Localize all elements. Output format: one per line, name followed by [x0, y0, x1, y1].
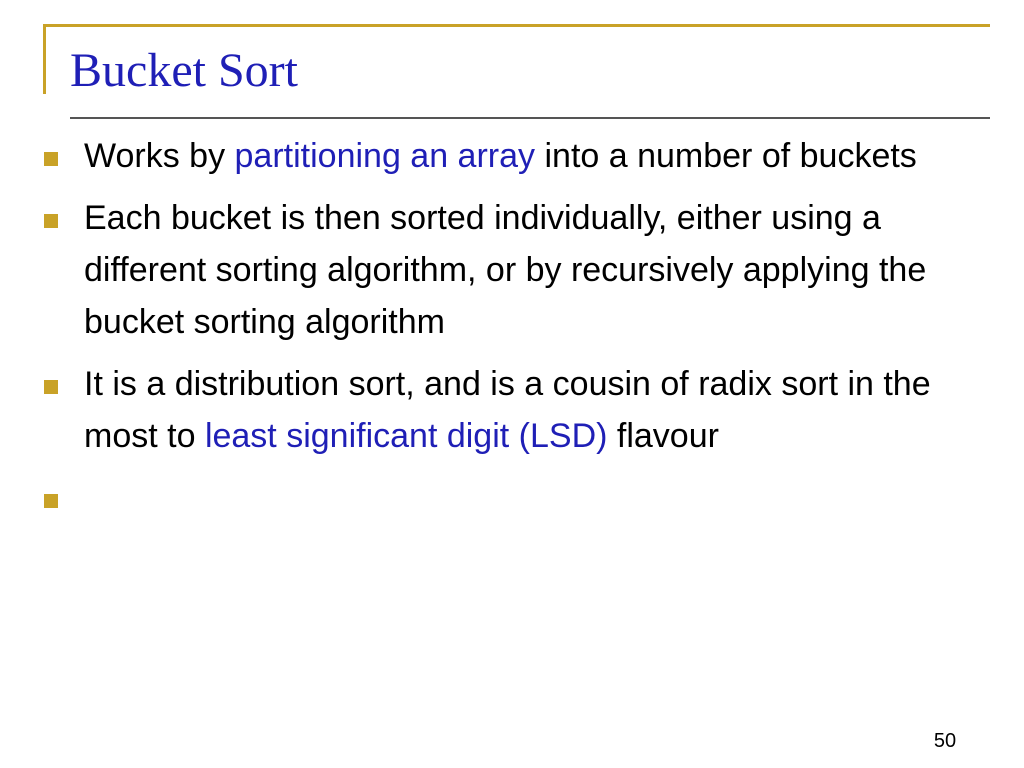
- bullet-item-1: [42, 130, 972, 182]
- bullet-3-text-before: It is a distribution sort, and is a cousin of radix sort in the most to: [84, 365, 931, 455]
- square-bullet-icon: [44, 494, 58, 508]
- bullet-1-text-after: into a number of buckets: [535, 137, 917, 175]
- slide-number: 50: [933, 730, 957, 752]
- bullet-2-text: Each bucket is then sorted individually, either using a different sorting algorithm, or by recursively applying the bucket sorting algorithm: [84, 199, 927, 341]
- slide-title: Bucket Sort: [70, 44, 298, 97]
- bullet-item-2: [42, 192, 972, 348]
- lsd-link[interactable]: least significant digit (LSD): [204, 417, 608, 455]
- square-bullet-icon: [44, 380, 58, 394]
- bullet-3-text-after: flavour: [607, 417, 719, 455]
- square-bullet-icon: [44, 214, 58, 228]
- bullet-list: [42, 130, 972, 472]
- title-divider: [70, 117, 990, 119]
- slide-frame-left-border: [43, 24, 46, 94]
- bullet-1-text-before: Works by: [84, 137, 235, 175]
- partitioning-array-link[interactable]: partitioning an array: [234, 137, 536, 175]
- slide-frame-top-border: [43, 24, 990, 27]
- square-bullet-icon: [44, 152, 58, 166]
- bullet-item-3: [42, 358, 972, 462]
